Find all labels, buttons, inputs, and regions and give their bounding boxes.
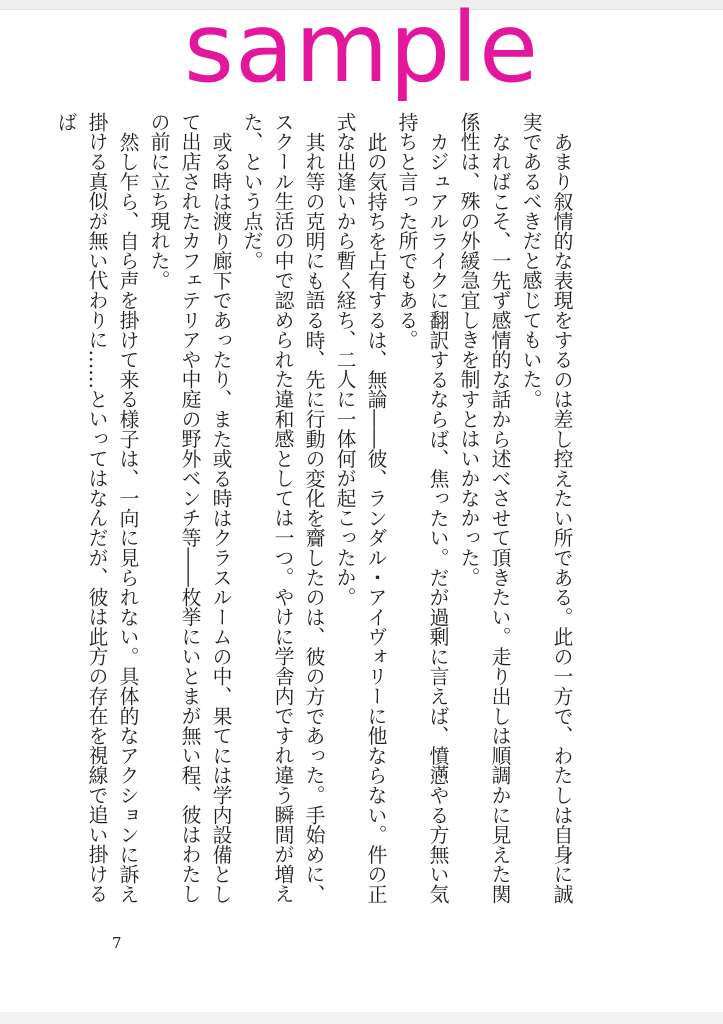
sample-watermark: sample	[183, 0, 540, 104]
bottom-border	[0, 1012, 723, 1024]
paragraph-5: 其れ等の克明にも語る時、先に行動の変化を齎したのは、彼の方であった。手始めに、スクール生活の中で認められた違和感としては一つ。やけに学舎内ですれ違う瞬間が増えた、という点だ。	[240, 112, 325, 904]
paragraph-4: 此の気持ちを占有するは、無論――彼、ランダル・アイヴォリーに他ならない。件の正式な出逢いから暫く経ち、二人に一体何が起こったか。	[333, 112, 387, 904]
vertical-body-text	[54, 112, 577, 912]
page-number: 7	[112, 934, 122, 952]
paragraph-7: 然し乍ら、自ら声を掛けて来る様子は、一向に見られない。具体的なアクションに訴え掛ける真似が無い代わりに……といってはなんだが、彼は此方の存在を視線で追い掛けるば	[54, 112, 139, 904]
paragraph-2: なればこそ、一先ず感情的な話から述べさせて頂きたい。走り出しは順調かに見えた関係性は、殊の外緩急宜しきを制すとはいかなかった。	[457, 112, 511, 904]
paragraph-1: あまり叙情的な表現をするのは差し控えたい所である。此の一方で、わたしは自身に誠実であるべきだと感じてもいた。	[519, 112, 573, 904]
paragraph-6: 或る時は渡り廊下であったり、また或る時はクラスルームの中、果てには学内設備として出店されたカフェテリアや中庭の野外ベンチ等――枚挙にいとまが無い程、彼はわたしの前に立ち現れた。	[147, 112, 232, 904]
paragraph-3: カジュアルライクに翻訳するならば、焦ったい。だが過剰に言えば、憤懣やる方無い気持ちと言った所でもある。	[395, 112, 449, 904]
